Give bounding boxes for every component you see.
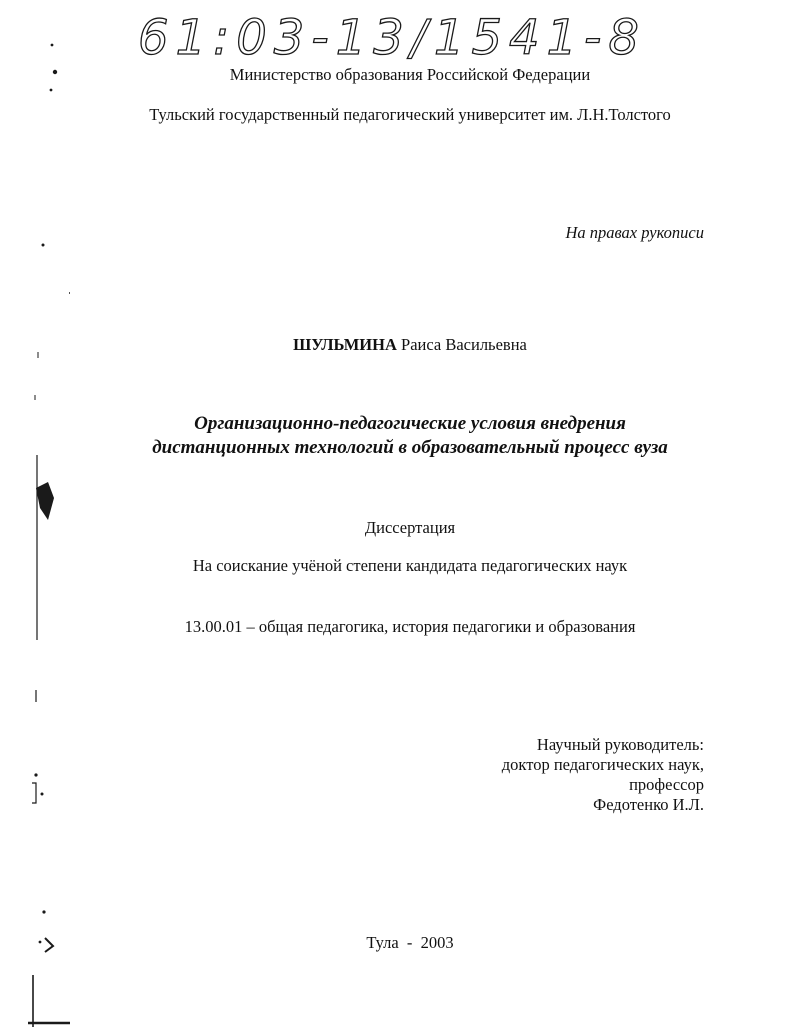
manuscript-note: На правах рукописи — [565, 223, 704, 242]
supervisor-name: Федотенко И.Л. — [593, 795, 704, 814]
svg-text:61:03-13/1541-8: 61:03-13/1541-8 — [138, 10, 646, 66]
title-line-2: дистанционных технологий в образовательный процесс вуза — [152, 437, 668, 458]
supervisor-title: профессор — [629, 775, 704, 794]
author-line — [0, 335, 796, 355]
handwritten-catalog-number — [100, 4, 660, 70]
scan-artifacts — [0, 0, 70, 1027]
author-surname: ШУЛЬМИНА — [293, 335, 397, 354]
specialty-line: 13.00.01 – общая педагогика, история педагогики и образования — [184, 617, 636, 636]
ministry-line: Министерство образования Российской Федерации — [229, 65, 591, 84]
document-type: Диссертация — [364, 518, 456, 537]
university-line: Тульский государственный педагогический университет им. Л.Н.Толстого — [149, 105, 671, 124]
author-given-names: Раиса Васильевна — [401, 335, 527, 354]
supervisor-label: Научный руководитель: — [536, 735, 704, 754]
degree-line: На соискание учёной степени кандидата педагогических наук — [192, 556, 628, 575]
title-line-1: Организационно-педагогические условия внедрения — [194, 413, 626, 434]
supervisor-degree: доктор педагогических наук, — [501, 755, 704, 774]
place-year: Тула - 2003 — [366, 933, 454, 952]
